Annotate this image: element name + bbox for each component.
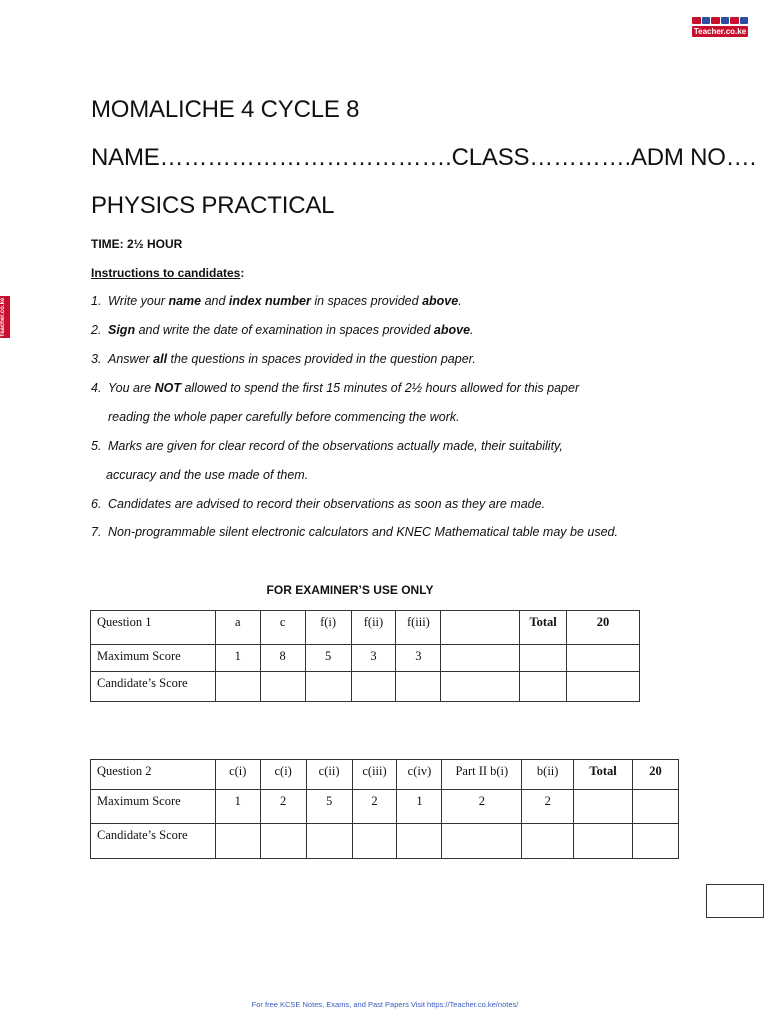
subject-title: PHYSICS PRACTICAL: [91, 192, 335, 219]
table-cell: Question 2: [91, 760, 216, 790]
logo-text: Teacher.co.ke: [693, 27, 747, 36]
table-row: [91, 672, 640, 702]
table-cell: 2: [522, 790, 574, 824]
exam-title: MOMALICHE 4 CYCLE 8: [91, 96, 360, 123]
table-cell: f(i): [305, 611, 351, 645]
table-cell: Total: [574, 760, 633, 790]
score-input-cell[interactable]: [522, 824, 574, 859]
instruction-item: 2. Sign and write the date of examination in spaces provided above.: [91, 323, 474, 337]
table-cell: 1: [397, 790, 442, 824]
instructions-heading: Instructions to candidates:: [91, 266, 245, 280]
table-cell: 2: [260, 790, 306, 824]
name-class-adm-line: NAME……………………………….CLASS………….ADM NO….: [91, 144, 757, 171]
score-input-cell[interactable]: [520, 672, 567, 702]
table-row: [91, 645, 640, 672]
table-cell: 5: [305, 645, 351, 672]
table-row: [91, 760, 679, 790]
teacher-logo: [692, 17, 748, 39]
table-cell: 5: [306, 790, 352, 824]
examiner-use-heading: FOR EXAMINER’S USE ONLY: [266, 583, 434, 597]
logo-bars-icon: [692, 17, 748, 24]
score-input-cell[interactable]: [215, 672, 260, 702]
table-cell: Maximum Score: [91, 790, 216, 824]
table-cell: [520, 645, 567, 672]
instruction-item-continuation: reading the whole paper carefully before commencing the work.: [108, 410, 460, 424]
question-2-score-table: [90, 759, 679, 859]
table-cell: 3: [351, 645, 396, 672]
table-cell: 1: [215, 645, 260, 672]
score-input-cell[interactable]: [633, 824, 679, 859]
score-input-cell[interactable]: [260, 824, 306, 859]
table-cell: Question 1: [91, 611, 216, 645]
instruction-item: 4. You are NOT allowed to spend the first 15 minutes of 2½ hours allowed for this paper: [91, 381, 580, 395]
table-cell: c: [260, 611, 305, 645]
table-cell: c(i): [215, 760, 260, 790]
table-row: [91, 790, 679, 824]
table-cell: [633, 790, 679, 824]
time-allowed: TIME: 2½ HOUR: [91, 237, 183, 251]
score-box[interactable]: [706, 884, 764, 918]
table-cell: f(iii): [396, 611, 441, 645]
table-cell: a: [215, 611, 260, 645]
table-cell: c(iii): [352, 760, 397, 790]
score-input-cell[interactable]: [567, 672, 640, 702]
footer-link-text[interactable]: For free KCSE Notes, Exams, and Past Papers Visit https://Teacher.co.ke/notes/: [251, 1000, 519, 1009]
table-cell: [441, 611, 520, 645]
table-cell: f(ii): [351, 611, 396, 645]
instruction-item: 1. Write your name and index number in spaces provided above.: [91, 294, 462, 308]
table-cell: c(iv): [397, 760, 442, 790]
score-input-cell[interactable]: [441, 672, 520, 702]
table-cell: b(ii): [522, 760, 574, 790]
score-input-cell[interactable]: [305, 672, 351, 702]
table-cell: [574, 790, 633, 824]
table-cell: c(ii): [306, 760, 352, 790]
instruction-item-continuation: accuracy and the use made of them.: [106, 468, 309, 482]
table-cell: Part II b(i): [442, 760, 522, 790]
score-input-cell[interactable]: [396, 672, 441, 702]
score-input-cell[interactable]: [260, 672, 305, 702]
table-cell: Maximum Score: [91, 645, 216, 672]
table-cell: Candidate’s Score: [91, 672, 216, 702]
question-1-score-table: [90, 610, 640, 702]
table-cell: Total: [520, 611, 567, 645]
table-cell: Candidate’s Score: [91, 824, 216, 859]
table-cell: 20: [567, 611, 640, 645]
instruction-item: 3. Answer all the questions in spaces provided in the question paper.: [91, 352, 476, 366]
table-cell: [441, 645, 520, 672]
score-input-cell[interactable]: [352, 824, 397, 859]
score-input-cell[interactable]: [442, 824, 522, 859]
instruction-item: 5. Marks are given for clear record of the observations actually made, their suitability,: [91, 439, 563, 453]
table-cell: 1: [215, 790, 260, 824]
table-row: [91, 611, 640, 645]
table-cell: 2: [352, 790, 397, 824]
table-row: [91, 824, 679, 859]
instruction-item: 6. Candidates are advised to record their observations as soon as they are made.: [91, 497, 546, 511]
table-cell: 2: [442, 790, 522, 824]
side-watermark: Teacher.co.ke: [0, 296, 10, 338]
instruction-item: 7. Non-programmable silent electronic calculators and KNEC Mathematical table may be used.: [91, 525, 618, 539]
table-cell: 3: [396, 645, 441, 672]
table-cell: [567, 645, 640, 672]
score-input-cell[interactable]: [397, 824, 442, 859]
score-input-cell[interactable]: [574, 824, 633, 859]
score-input-cell[interactable]: [306, 824, 352, 859]
table-cell: c(i): [260, 760, 306, 790]
score-input-cell[interactable]: [351, 672, 396, 702]
table-cell: 20: [633, 760, 679, 790]
score-input-cell[interactable]: [215, 824, 260, 859]
table-cell: 8: [260, 645, 305, 672]
